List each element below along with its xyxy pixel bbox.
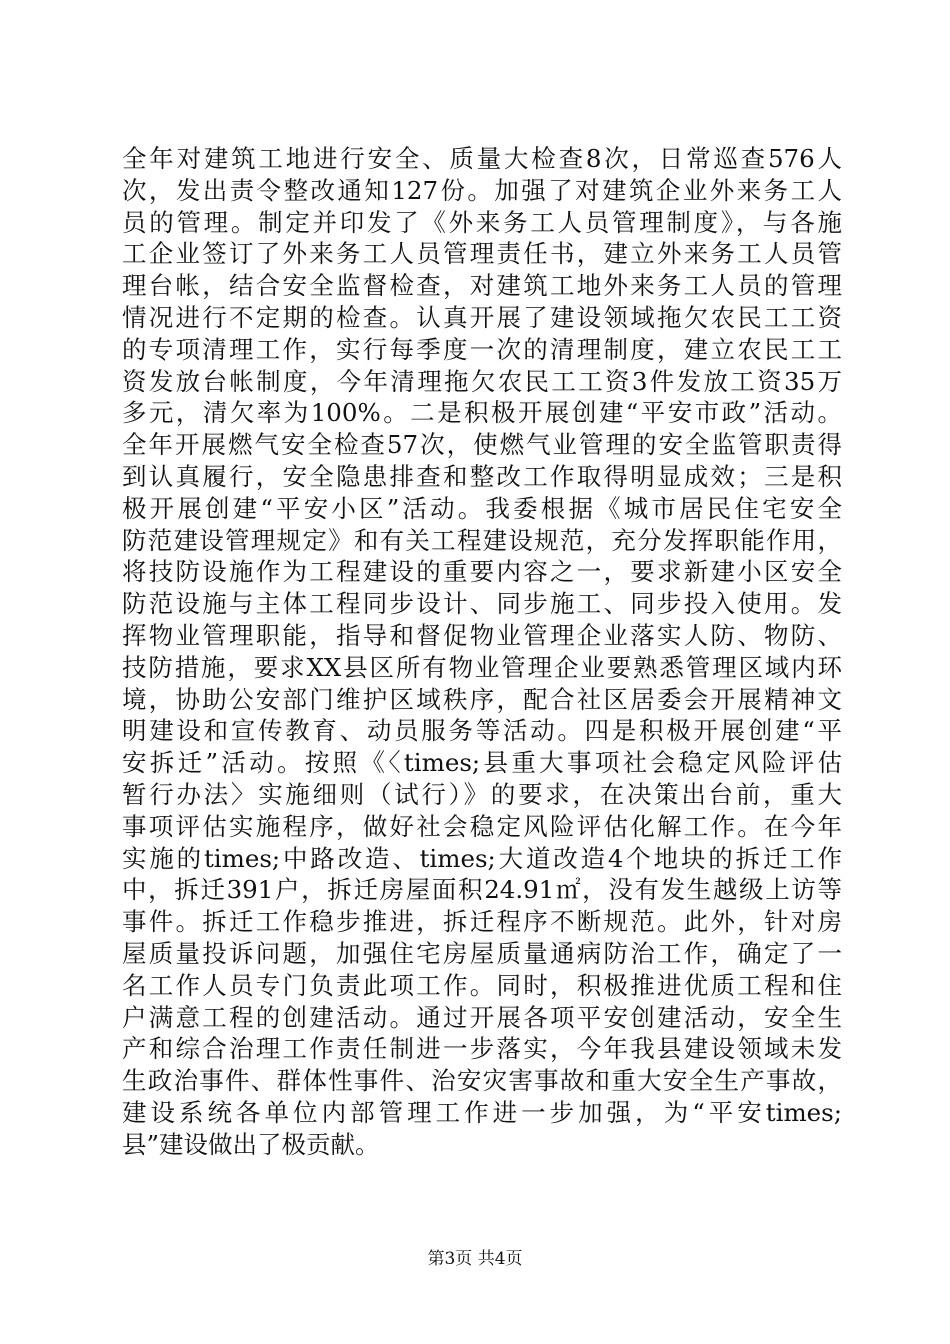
text-line: 全年对建筑工地进行安全、质量大检查8次，日常巡查576人 <box>122 144 842 173</box>
text-line: 多元，清欠率为100%。二是积极开展创建“平安市政”活动。 <box>122 398 842 428</box>
text-line: 将技防设施作为工程建设的重要内容之一，要求新建小区安全 <box>122 557 842 587</box>
text-line: 中，拆迁391户，拆迁房屋面积24.91㎡，没有发生越级上访等 <box>122 875 842 905</box>
text-line: 县”建设做出了极贡献。 <box>122 1129 380 1159</box>
text-line: 的专项清理工作，实行每季度一次的清理制度，建立农民工工 <box>122 334 842 364</box>
text-line: 次，发出责令整改通知127份。加强了对建筑企业外来务工人 <box>122 175 842 205</box>
text-line: 防范建设管理规定》和有关工程建设规范，充分发挥职能作用， <box>122 525 842 555</box>
text-line: 挥物业管理职能，指导和督促物业管理企业落实人防、物防、 <box>122 620 842 650</box>
text-line: 境，协助公安部门维护区域秩序，配合社区居委会开展精神文 <box>122 684 842 714</box>
text-line: 理台帐，结合安全监督检查，对建筑工地外来务工人员的管理 <box>122 271 842 301</box>
text-line: 到认真履行，安全隐患排查和整改工作取得明显成效；三是积 <box>122 461 842 491</box>
text-line: 事项评估实施程序，做好社会稳定风险评估化解工作。在今年 <box>122 811 842 841</box>
text-line: 名工作人员专门负责此项工作。同时，积极推进优质工程和住 <box>122 970 842 1000</box>
text-line: 暂行办法〉实施细则（试行）》的要求，在决策出台前，重大 <box>122 779 842 809</box>
text-line: 技防措施，要求XX县区所有物业管理企业要熟悉管理区域内环 <box>122 652 842 682</box>
text-line: 工企业签订了外来务工人员管理责任书，建立外来务工人员管 <box>122 239 842 269</box>
text-line: 员的管理。制定并印发了《外来务工人员管理制度》，与各施 <box>122 207 842 237</box>
text-line: 实施的times;中路改造、times;大道改造4个地块的拆迁工作 <box>122 843 842 873</box>
text-line: 户满意工程的创建活动。通过开展各项平安创建活动，安全生 <box>122 1002 842 1032</box>
text-line: 生政治事件、群体性事件、治安灾害事故和重大安全生产事故， <box>122 1066 842 1096</box>
page-footer: 第3页 共4页 <box>427 1249 523 1269</box>
text-line: 事件。拆迁工作稳步推进，拆迁程序不断规范。此外，针对房 <box>122 907 842 937</box>
text-line: 防范设施与主体工程同步设计、同步施工、同步投入使用。发 <box>122 589 842 619</box>
body-paragraph <box>122 143 842 1161</box>
text-line: 全年开展燃气安全检查57次，使燃气业管理的安全监管职责得 <box>122 430 842 460</box>
text-line: 产和综合治理工作责任制进一步落实，今年我县建设领域未发 <box>122 1034 842 1064</box>
text-line: 屋质量投诉问题，加强住宅房屋质量通病防治工作，确定了一 <box>122 938 842 968</box>
text-line: 资发放台帐制度，今年清理拖欠农民工工资3件发放工资35万 <box>122 366 842 396</box>
text-line: 安拆迁”活动。按照《〈times;县重大事项社会稳定风险评估 <box>122 748 842 778</box>
text-line: 明建设和宣传教育、动员服务等活动。四是积极开展创建“平 <box>122 716 842 746</box>
text-line: 建设系统各单位内部管理工作进一步加强，为“平安times; <box>122 1097 842 1127</box>
text-line: 情况进行不定期的检查。认真开展了建设领域拖欠农民工工资 <box>122 302 842 332</box>
text-line: 极开展创建“平安小区”活动。我委根据《城市居民住宅安全 <box>122 493 842 523</box>
